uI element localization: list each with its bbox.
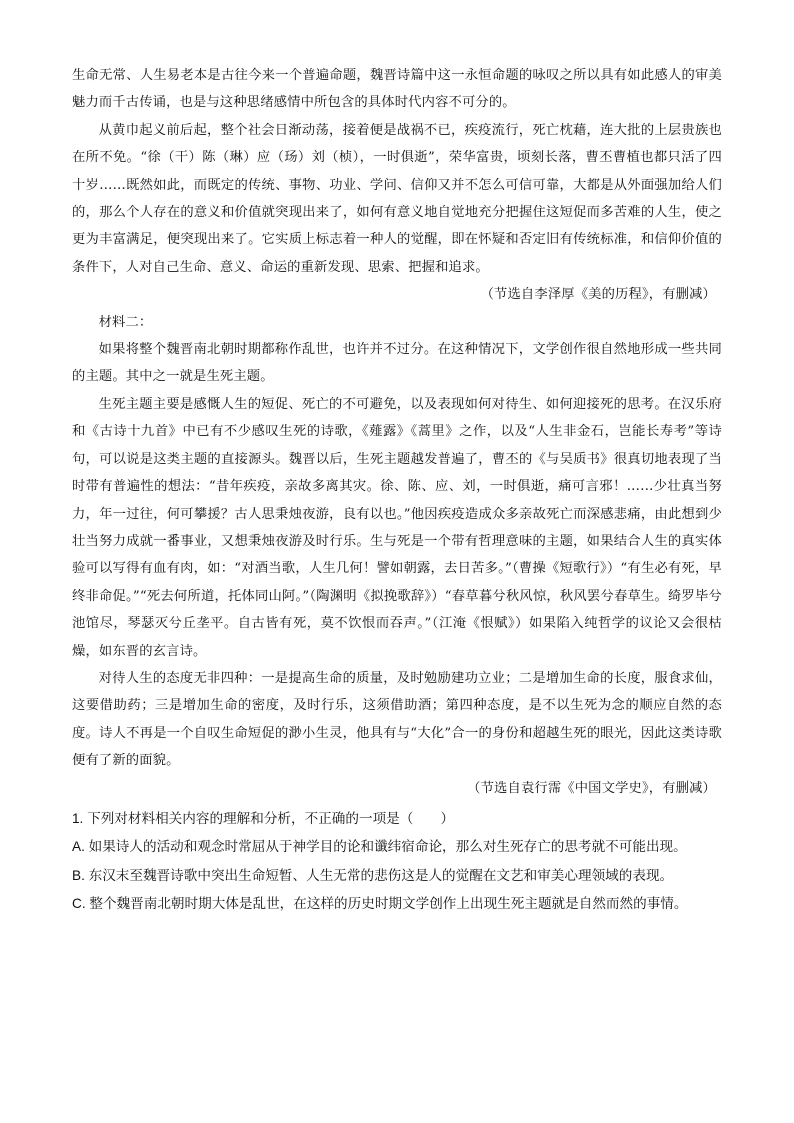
question-1-option-b: B. 东汉末至魏晋诗歌中突出生命短暂、人生无常的悲伤这是人的觉醒在文艺和审美心理领域的表现。 (72, 867, 674, 883)
material2-paragraph-1: 如果将整个魏晋南北朝时期都称作乱世，也许并不过分。在这种情况下，文学创作很自然地形成一些共同的主题。其中之一就是生死主题。 (72, 342, 722, 385)
question-1-option-a: A. 如果诗人的活动和观念时常屈从于神学目的论和谶纬宿命论，那么对生死存亡的思考就不可能出现。 (72, 839, 687, 855)
material2-paragraph-3: 对待人生的态度无非四种：一是提高生命的质量，及时勉励建功立业；二是增加生命的长度，服食求仙，这要借助药；三是增加生命的密度，及时行乐，这须借助酒；第四种态度，是不以生死为念的顺应自然的态度。诗人不再是一个自叹生命短促的渺小生灵，他具有与“大化”合一的身份和超越生死的眼光，因此这类诗歌便有了新的面貌。 (72, 670, 722, 769)
material1-paragraph-2: 从黄巾起义前后起，整个社会日渐动荡，接着便是战祸不已，疾疫流行，死亡枕藉，连大批的上层贵族也在所不免。“徐（干）陈（琳）应（玚）刘（桢），一时俱逝”，荣华富贵，顷刻长落，曹丕曹植也都只活了四十岁……既然如此，而既定的传统、事物、功业、学问、信仰又并不怎么可信可靠，大都是从外面强加给人们的，那么个人存在的意义和价值就突现出来了，如何有意义地自觉地充分把握住这短促而多苦难的人生，使之更为丰富满足，便突现出来了。它实质上标志着一种人的觉醒，即在怀疑和否定旧有传统标准，和信仰价值的条件下，人对自己生命、意义、命运的重新发现、思索、把握和追求。 (72, 122, 722, 275)
material2-paragraph-2: 生死主题主要是感慨人生的短促、死亡的不可避免，以及表现如何对待生、如何迎接死的思考。在汉乐府和《古诗十九首》中已有不少感叹生死的诗歌，《薤露》《蒿里》之作，以及“人生非金石，岂能长寿考”等诗句，可以说是这类主题的直接源头。魏晋以后，生死主题越发普遍了，曹丕的《与吴质书》很真切地表现了当时带有普遍性的想法：“昔年疾疫，亲故多离其灾。徐、陈、应、刘，一时俱逝，痛可言邪！……少壮真当努力，年一过往，何可攀援？古人思秉烛夜游，良有以也。”他因疾疫造成众多亲故死亡而深感悲痛，由此想到少壮当努力成就一番事业，又想秉烛夜游及时行乐。生与死是一个带有哲理意味的主题，如果结合人生的真实体验可以写得有血有肉，如：“对酒当歌，人生几何！譬如朝露，去日苦多。”（曹操《短歌行》）“有生必有死，早终非命促。”“死去何所道，托体同山阿。”（陶渊明《拟挽歌辞》）“春草暮兮秋风惊，秋风罢兮春草生。绮罗毕兮池馆尽，琴瑟灭兮丘垄平。自古皆有死，莫不饮恨而吞声。”（江淹《恨赋》）如果陷入纯哲学的议论又会很枯燥，如东晋的玄言诗。 (72, 396, 722, 659)
question-1-stem: 1. 下列对材料相关内容的理解和分析，不正确的一项是（ ） (72, 810, 455, 826)
material1-source: （节选自李泽厚《美的历程》，有删减） (480, 287, 716, 303)
document-content (72, 62, 722, 919)
material1-paragraph-1: 生命无常、人生易老本是古往今来一个普遍命题，魏晋诗篇中这一永恒命题的咏叹之所以具有如此感人的审美魅力而千古传诵，也是与这种思绪感情中所包含的具体时代内容不可分的。 (72, 68, 722, 111)
material2-source: （节选自袁行霈《中国文学史》，有删减） (467, 780, 716, 796)
question-1-option-c: C. 整个魏晋南北朝时期大体是乱世，在这样的历史时期文学创作上出现生死主题就是自然而然的事情。 (72, 896, 688, 912)
material2-label: 材料二： (98, 314, 153, 330)
